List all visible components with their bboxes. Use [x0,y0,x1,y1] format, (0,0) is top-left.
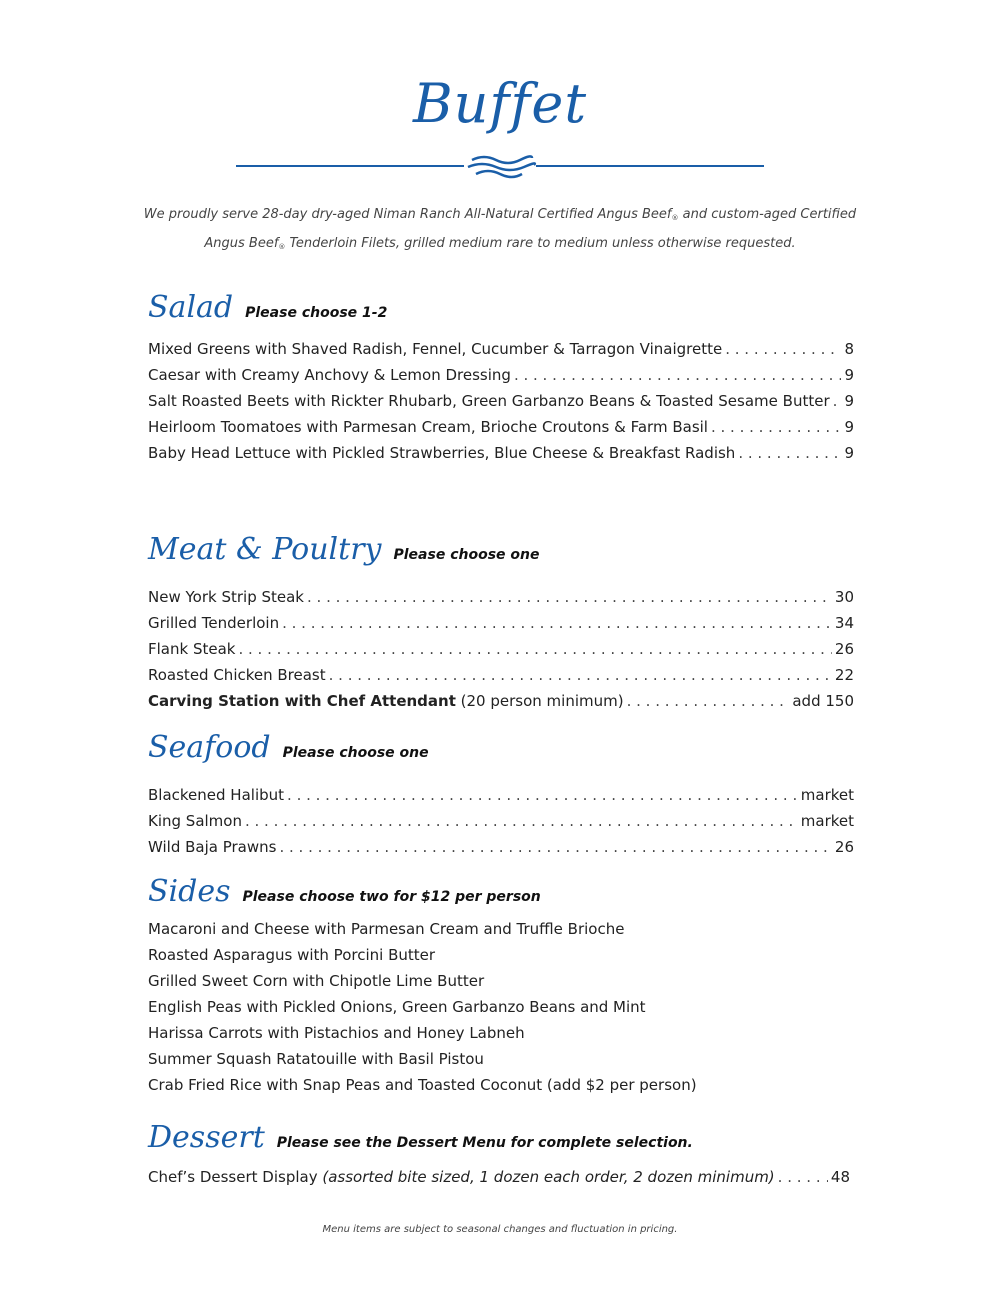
meat-list [148,584,854,714]
meat-title: Meat & Poultry [148,532,382,567]
dessert-title: Dessert [148,1120,265,1155]
seafood-list [148,782,854,860]
menu-item: New York Strip Steak . . . 30 [148,584,854,610]
salad-note: Please choose 1-2 [245,305,388,321]
carving-station-item: Carving Station with Chef Attendant (20 person minimum) . . . add 150 [148,688,854,714]
sides-title: Sides [148,874,231,909]
menu-item: Grilled Tenderloin . . . 34 [148,610,854,636]
menu-item: Chef’s Dessert Display (assorted bite sized, 1 dozen each order, 2 dozen minimum) . . . 48 [148,1164,850,1190]
salad-title: Salad [148,290,234,325]
sides-list [148,916,854,1098]
wave-divider [236,152,764,182]
intro-text: We proudly serve 28-day dry-aged Niman Ranch All-Natural Certified Angus Beef$_®$ and custom-aged Certified Angus Beef$_®$ Tenderloin Filets, grilled medium rare to medium unless otherwise requested. [143,207,857,251]
list-item: Harissa Carrots with Pistachios and Honey Labneh [148,1024,525,1042]
menu-item: Wild Baja Prawns . . . 26 [148,834,854,860]
menu-item: Baby Head Lettuce with Pickled Strawberries, Blue Cheese & Breakfast Radish . . . 9 [148,440,854,466]
list-item: Grilled Sweet Corn with Chipotle Lime Butter [148,972,485,990]
menu-item: Blackened Halibut . . . market [148,782,854,808]
dessert-heading [148,1120,693,1155]
list-item: Macaroni and Cheese with Parmesan Cream and Truffle Brioche [148,920,625,938]
dessert-list [148,1164,850,1190]
footer-note: Menu items are subject to seasonal changes and fluctuation in pricing. [322,1224,678,1235]
list-item: Summer Squash Ratatouille with Basil Pistou [148,1050,484,1068]
menu-item: Caesar with Creamy Anchovy & Lemon Dressing . . . 9 [148,362,854,388]
menu-item: Heirloom Toomatoes with Parmesan Cream, Brioche Croutons & Farm Basil . . . 9 [148,414,854,440]
meat-heading [148,532,539,567]
menu-item: King Salmon . . . market [148,808,854,834]
salad-list [148,336,854,466]
menu-item: Mixed Greens with Shaved Radish, Fennel, Cucumber & Tarragon Vinaigrette . . . 8 [148,336,854,362]
seafood-note: Please choose one [282,745,429,761]
page-title: Buffet [412,72,588,135]
menu-item: Roasted Chicken Breast . . . 22 [148,662,854,688]
meat-note: Please choose one [393,547,540,563]
list-item: Crab Fried Rice with Snap Peas and Toasted Coconut (add $2 per person) [148,1076,697,1094]
menu-item: Flank Steak . . . 26 [148,636,854,662]
list-item: Roasted Asparagus with Porcini Butter [148,946,436,964]
sides-note: Please choose two for $12 per person [242,889,541,905]
dessert-note: Please see the Dessert Menu for complete selection. [276,1135,693,1151]
menu-item: Salt Roasted Beets with Rickter Rhubarb, Green Garbanzo Beans & Toasted Sesame Butter . . . 9 [148,388,854,414]
salad-heading [148,290,387,325]
seafood-title: Seafood [148,730,271,765]
list-item: English Peas with Pickled Onions, Green Garbanzo Beans and Mint [148,998,646,1016]
sides-heading [148,874,541,909]
seafood-heading [148,730,429,765]
